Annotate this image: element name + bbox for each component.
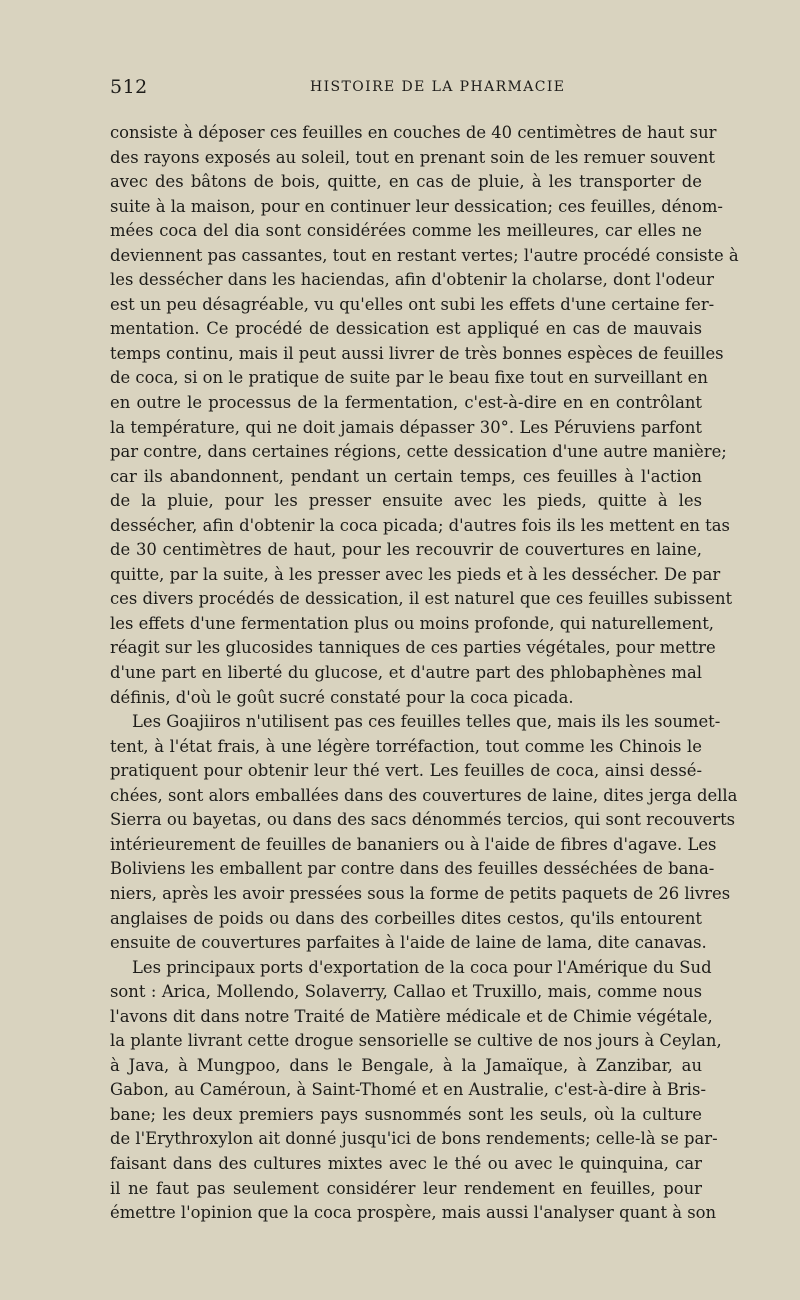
text-line: car ils abandonnent, pendant un certain temps, ces feuilles à l'action xyxy=(110,466,702,486)
text-line: dessécher, afin d'obtenir la coca picada; d'autres fois ils les mettent en tas xyxy=(110,515,730,535)
text-line: l'avons dit dans notre Traité de Matière médicale et de Chimie végétale, xyxy=(110,1006,713,1026)
text-line: est un peu désagréable, vu qu'elles ont subi les effets d'une certaine fer- xyxy=(110,294,715,314)
paragraph xyxy=(110,121,739,710)
text-line: Les Goajiiros n'utilisent pas ces feuilles telles que, mais ils les soumet- xyxy=(132,712,721,732)
text-line: ensuite de couvertures parfaites à l'aide de laine de lama, dite canavas. xyxy=(110,933,707,953)
text-line: avec des bâtons de bois, quitte, en cas de pluie, à les transporter de xyxy=(110,172,702,192)
text-line: émettre l'opinion que la coca prospère, mais aussi l'analyser quant à son xyxy=(110,1203,717,1223)
text-line: tent, à l'état frais, à une légère torréfaction, tout comme les Chinois le xyxy=(110,736,702,756)
text-line: de la pluie, pour les presser ensuite avec les pieds, quitte à les xyxy=(110,491,702,511)
text-line: anglaises de poids ou dans des corbeilles dites cestos, qu'ils entourent xyxy=(110,908,702,928)
text-line: de l'Erythroxylon ait donné jusqu'ici de bons rendements; celle-là se par- xyxy=(110,1129,718,1149)
text-line: mentation. Ce procédé de dessication est appliqué en cas de mauvais xyxy=(110,319,702,339)
body-text xyxy=(110,121,739,1226)
text-line: les dessécher dans les haciendas, afin d'obtenir la cholarse, dont l'odeur xyxy=(110,270,714,290)
text-line: de 30 centimètres de haut, pour les recouvrir de couvertures en laine, xyxy=(110,540,702,560)
text-line: mées coca del dia sont considérées comme les meilleures, car elles ne xyxy=(110,221,702,241)
text-line: à Java, à Mungpoo, dans le Bengale, à la Jamaïque, à Zanzibar, au xyxy=(110,1055,702,1075)
page-number: 512 xyxy=(110,76,148,98)
running-title: HISTOIRE DE LA PHARMACIE xyxy=(310,79,566,95)
text-line: Boliviens les emballent par contre dans des feuilles desséchées de bana- xyxy=(110,859,715,879)
paragraph xyxy=(110,956,722,1226)
text-line: d'une part en liberté du glucose, et d'autre part des phlobaphènes mal xyxy=(110,663,702,683)
text-line: des rayons exposés au soleil, tout en prenant soin de les remuer souvent xyxy=(110,147,715,167)
text-line: intérieurement de feuilles de bananiers ou à l'aide de fibres d'agave. Les xyxy=(110,834,717,854)
text-line: temps continu, mais il peut aussi livrer de très bonnes espèces de feuilles xyxy=(110,343,724,363)
text-line: en outre le processus de la fermentation, c'est-à-dire en en contrôlant xyxy=(110,393,702,413)
text-line: consiste à déposer ces feuilles en couches de 40 centimètres de haut sur xyxy=(110,123,717,142)
paragraph xyxy=(110,710,738,955)
text-line: réagit sur les glucosides tanniques de ces parties végétales, pour mettre xyxy=(110,638,716,658)
text-line: la température, qui ne doit jamais dépasser 30°. Les Péruviens parfont xyxy=(110,417,702,437)
text-line: niers, après les avoir pressées sous la forme de petits paquets de 26 livres xyxy=(110,883,731,903)
text-line: bane; les deux premiers pays susnommés sont les seuls, où la culture xyxy=(110,1104,702,1124)
text-line: de coca, si on le pratique de suite par le beau fixe tout en surveillant en xyxy=(110,368,708,388)
text-line: la plante livrant cette drogue sensorielle se cultive de nos jours à Ceylan, xyxy=(110,1031,722,1051)
text-line: Les principaux ports d'exportation de la coca pour l'Amérique du Sud xyxy=(132,957,712,977)
text-line: sont : Arica, Mollendo, Solaverry, Callao et Truxillo, mais, comme nous xyxy=(110,982,702,1002)
text-line: chées, sont alors emballées dans des couvertures de laine, dites jerga della xyxy=(110,785,738,805)
text-line: Sierra ou bayetas, ou dans des sacs dénommés tercios, qui sont recouverts xyxy=(110,810,736,830)
text-line: les effets d'une fermentation plus ou moins profonde, qui naturellement, xyxy=(110,613,715,633)
text-line: faisant dans des cultures mixtes avec le thé ou avec le quinquina, car xyxy=(110,1153,702,1173)
text-line: Gabon, au Caméroun, à Saint-Thomé et en Australie, c'est-à-dire à Bris- xyxy=(110,1080,706,1100)
text-line: définis, d'où le goût sucré constaté pour la coca picada. xyxy=(110,687,574,707)
text-line: suite à la maison, pour en continuer leur dessication; ces feuilles, dénom- xyxy=(110,196,723,216)
text-line: par contre, dans certaines régions, cette dessication d'une autre manière; xyxy=(110,442,727,462)
text-line: quitte, par la suite, à les presser avec les pieds et à les dessécher. De par xyxy=(110,564,721,584)
text-line: il ne faut pas seulement considérer leur rendement en feuilles, pour xyxy=(110,1178,702,1198)
text-line: ces divers procédés de dessication, il est naturel que ces feuilles subissent xyxy=(110,589,733,609)
page-header xyxy=(110,76,702,100)
text-line: deviennent pas cassantes, tout en restant vertes; l'autre procédé consiste à xyxy=(110,245,739,265)
text-line: pratiquent pour obtenir leur thé vert. Les feuilles de coca, ainsi dessé- xyxy=(110,761,702,781)
